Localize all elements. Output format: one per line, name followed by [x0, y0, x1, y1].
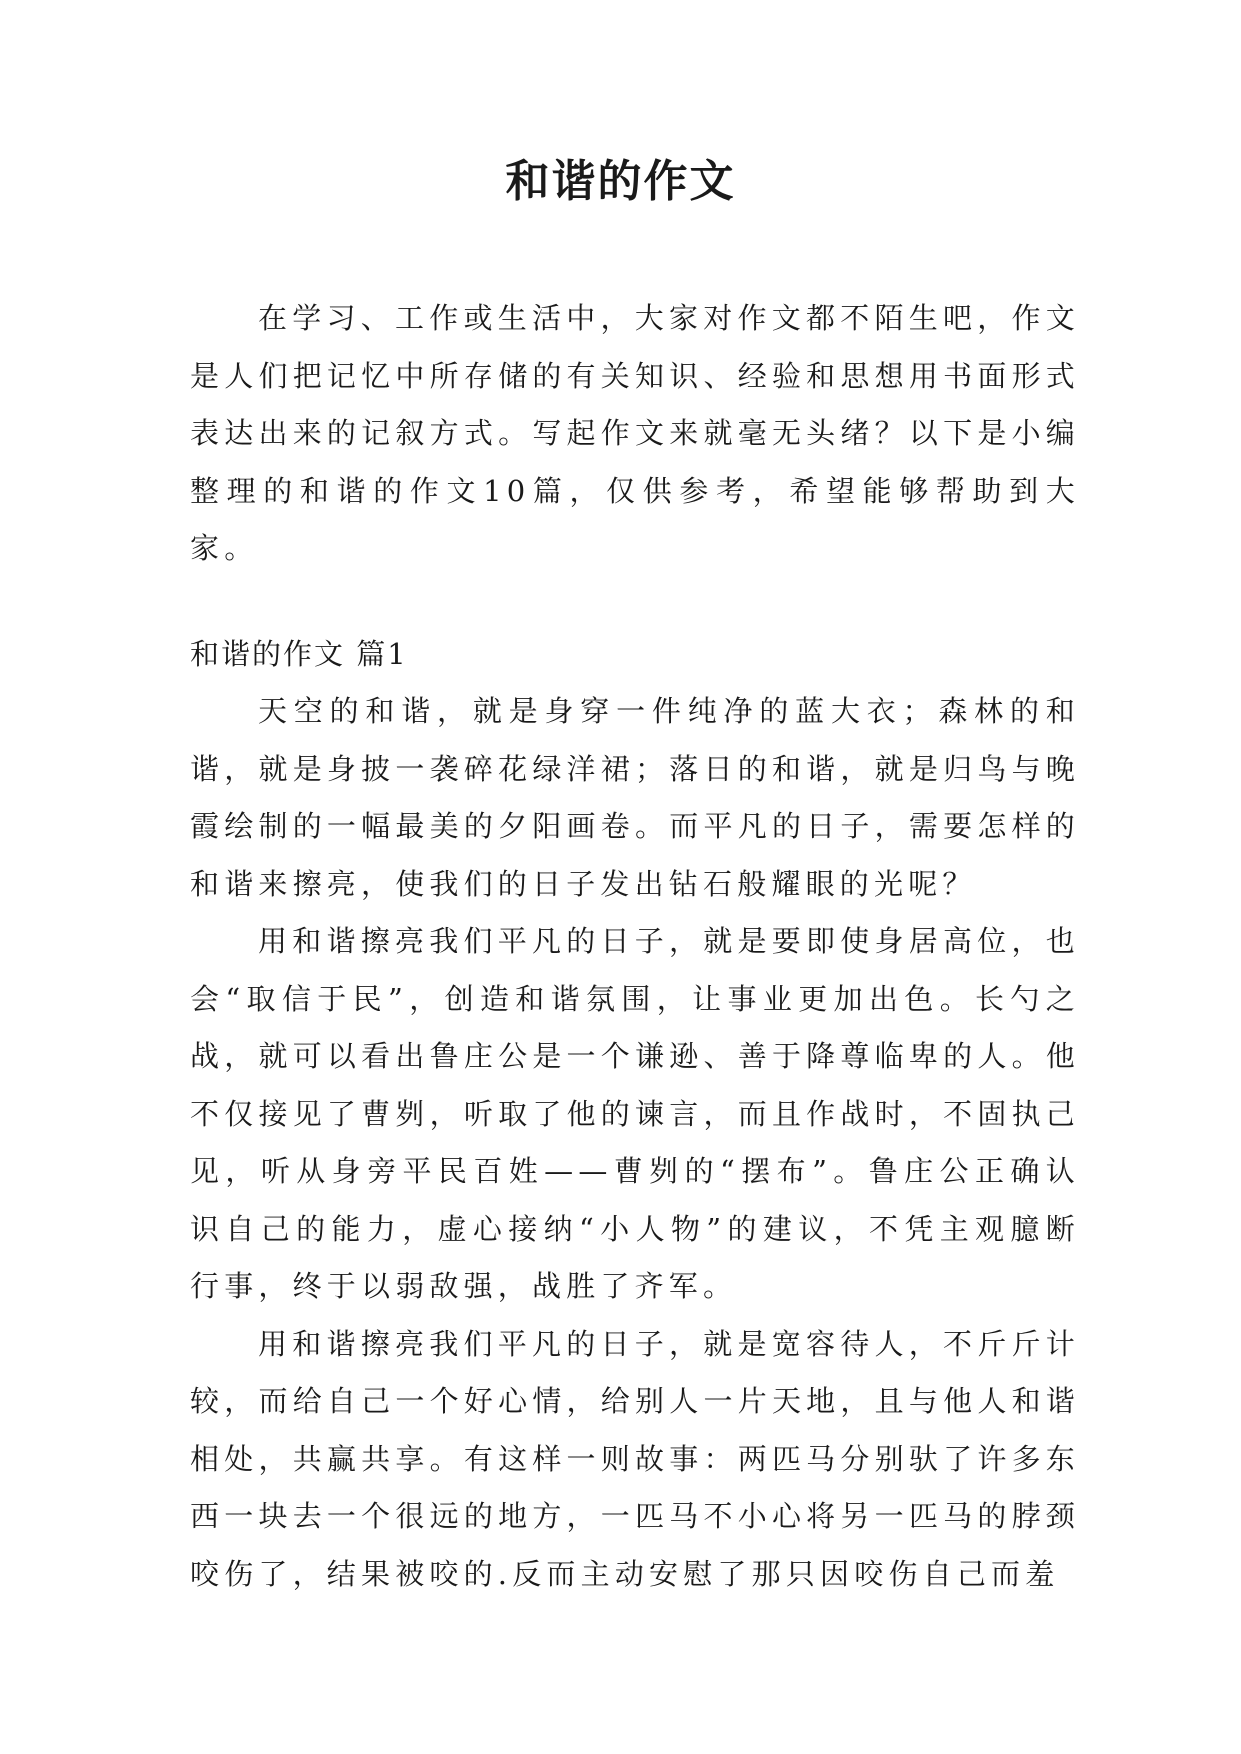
document-body: [190, 290, 1080, 1603]
section-heading: 和谐的作文 篇1: [190, 636, 408, 671]
body-paragraph-2: 用和谐擦亮我们平凡的日子，就是要即使身居高位，也会“取信于民”，创造和谐氛围，让事业更加出色。长勺之战，就可以看出鲁庄公是一个谦逊、善于降尊临卑的人。他不仅接见了曹刿，听取了他的谏言，而且作战时，不固执己见，听从身旁平民百姓——曹刿的“摆布”。鲁庄公正确认识自己的能力，虚心接纳“小人物”的建议，不凭主观臆断行事，终于以弱敌强，战胜了齐军。: [190, 924, 1080, 1303]
body-paragraph-3: 用和谐擦亮我们平凡的日子，就是宽容待人，不斤斤计较，而给自己一个好心情，给别人一片天地，且与他人和谐相处，共赢共享。有这样一则故事：两匹马分别驮了许多东西一块去一个很远的地方，一匹马不小心将另一匹马的脖颈咬伤了，结果被咬的.反而主动安慰了那只因咬伤自己而羞: [190, 1326, 1080, 1591]
intro-paragraph: 在学习、工作或生活中，大家对作文都不陌生吧，作文是人们把记忆中所存储的有关知识、经验和思想用书面形式表达出来的记叙方式。写起作文来就毫无头绪？以下是小编整理的和谐的作文10篇，仅供参考，希望能够帮助到大家。: [190, 301, 1080, 565]
body-paragraph-1: 天空的和谐，就是身穿一件纯净的蓝大衣；森林的和谐，就是身披一袭碎花绿洋裙；落日的和谐，就是归鸟与晚霞绘制的一幅最美的夕阳画卷。而平凡的日子，需要怎样的和谐来擦亮，使我们的日子发出钻石般耀眼的光呢？: [190, 694, 1080, 901]
document-title: 和谐的作文: [505, 156, 736, 207]
